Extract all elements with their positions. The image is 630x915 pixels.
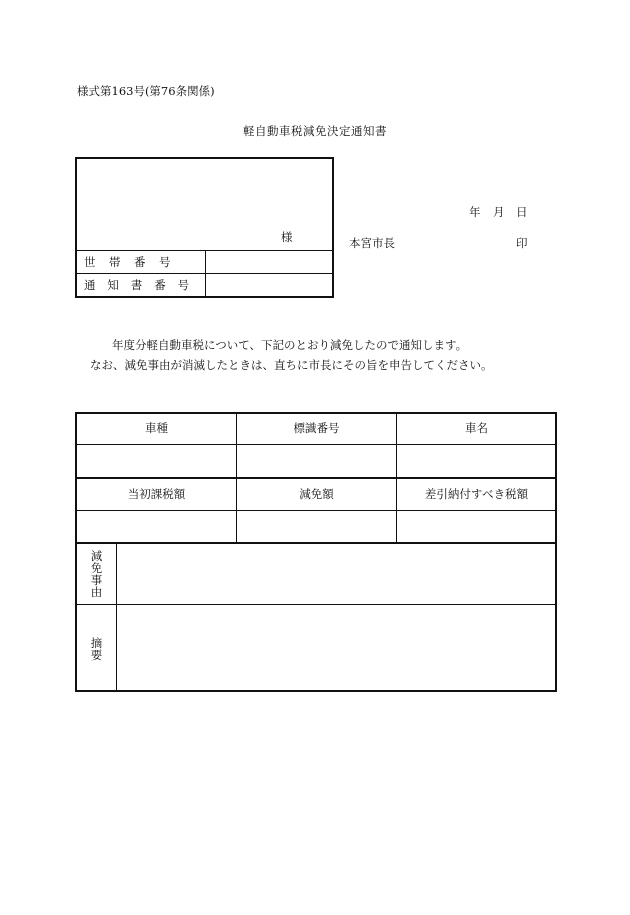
body-line-2: なお、減免事由が消滅したときは、直ちに市長にその旨を申告してください。 xyxy=(90,358,493,372)
table-rule xyxy=(76,444,556,445)
date-day: 日 xyxy=(516,205,528,219)
summary-label: 摘 要 xyxy=(90,636,103,662)
table-rule xyxy=(76,477,556,479)
header-reduction-amount: 減免額 xyxy=(299,487,334,501)
page-title: 軽自動車税減免決定通知書 xyxy=(243,124,387,138)
notice-number-label: 通 知 書 番 号 xyxy=(84,278,190,292)
header-vehicle-name: 車名 xyxy=(465,421,488,435)
header-net-payable: 差引納付すべき税額 xyxy=(424,487,529,501)
table-rule xyxy=(76,604,556,605)
recipient-col-divider xyxy=(205,251,206,297)
date-year: 年 xyxy=(469,205,481,219)
table-rule xyxy=(76,542,556,544)
header-vehicle-type: 車種 xyxy=(145,421,168,435)
issuer-mayor: 本宮市長 xyxy=(349,236,395,250)
table-label-rule xyxy=(116,543,117,691)
header-initial-tax: 当初課税額 xyxy=(127,487,186,501)
details-table xyxy=(75,412,557,692)
table-rule xyxy=(76,510,556,511)
seal-mark: 印 xyxy=(516,236,528,250)
date-month: 月 xyxy=(493,205,505,219)
header-plate-number: 標識番号 xyxy=(293,421,340,435)
reduction-reason-label: 減 免 事 由 xyxy=(90,549,103,599)
form-number: 様式第163号(第76条関係) xyxy=(77,84,215,98)
body-line-1: 年度分軽自動車税について、下記のとおり減免したので通知します。 xyxy=(112,338,468,352)
household-number-label: 世 帯 番 号 xyxy=(84,255,172,269)
recipient-sama: 様 xyxy=(281,230,293,244)
